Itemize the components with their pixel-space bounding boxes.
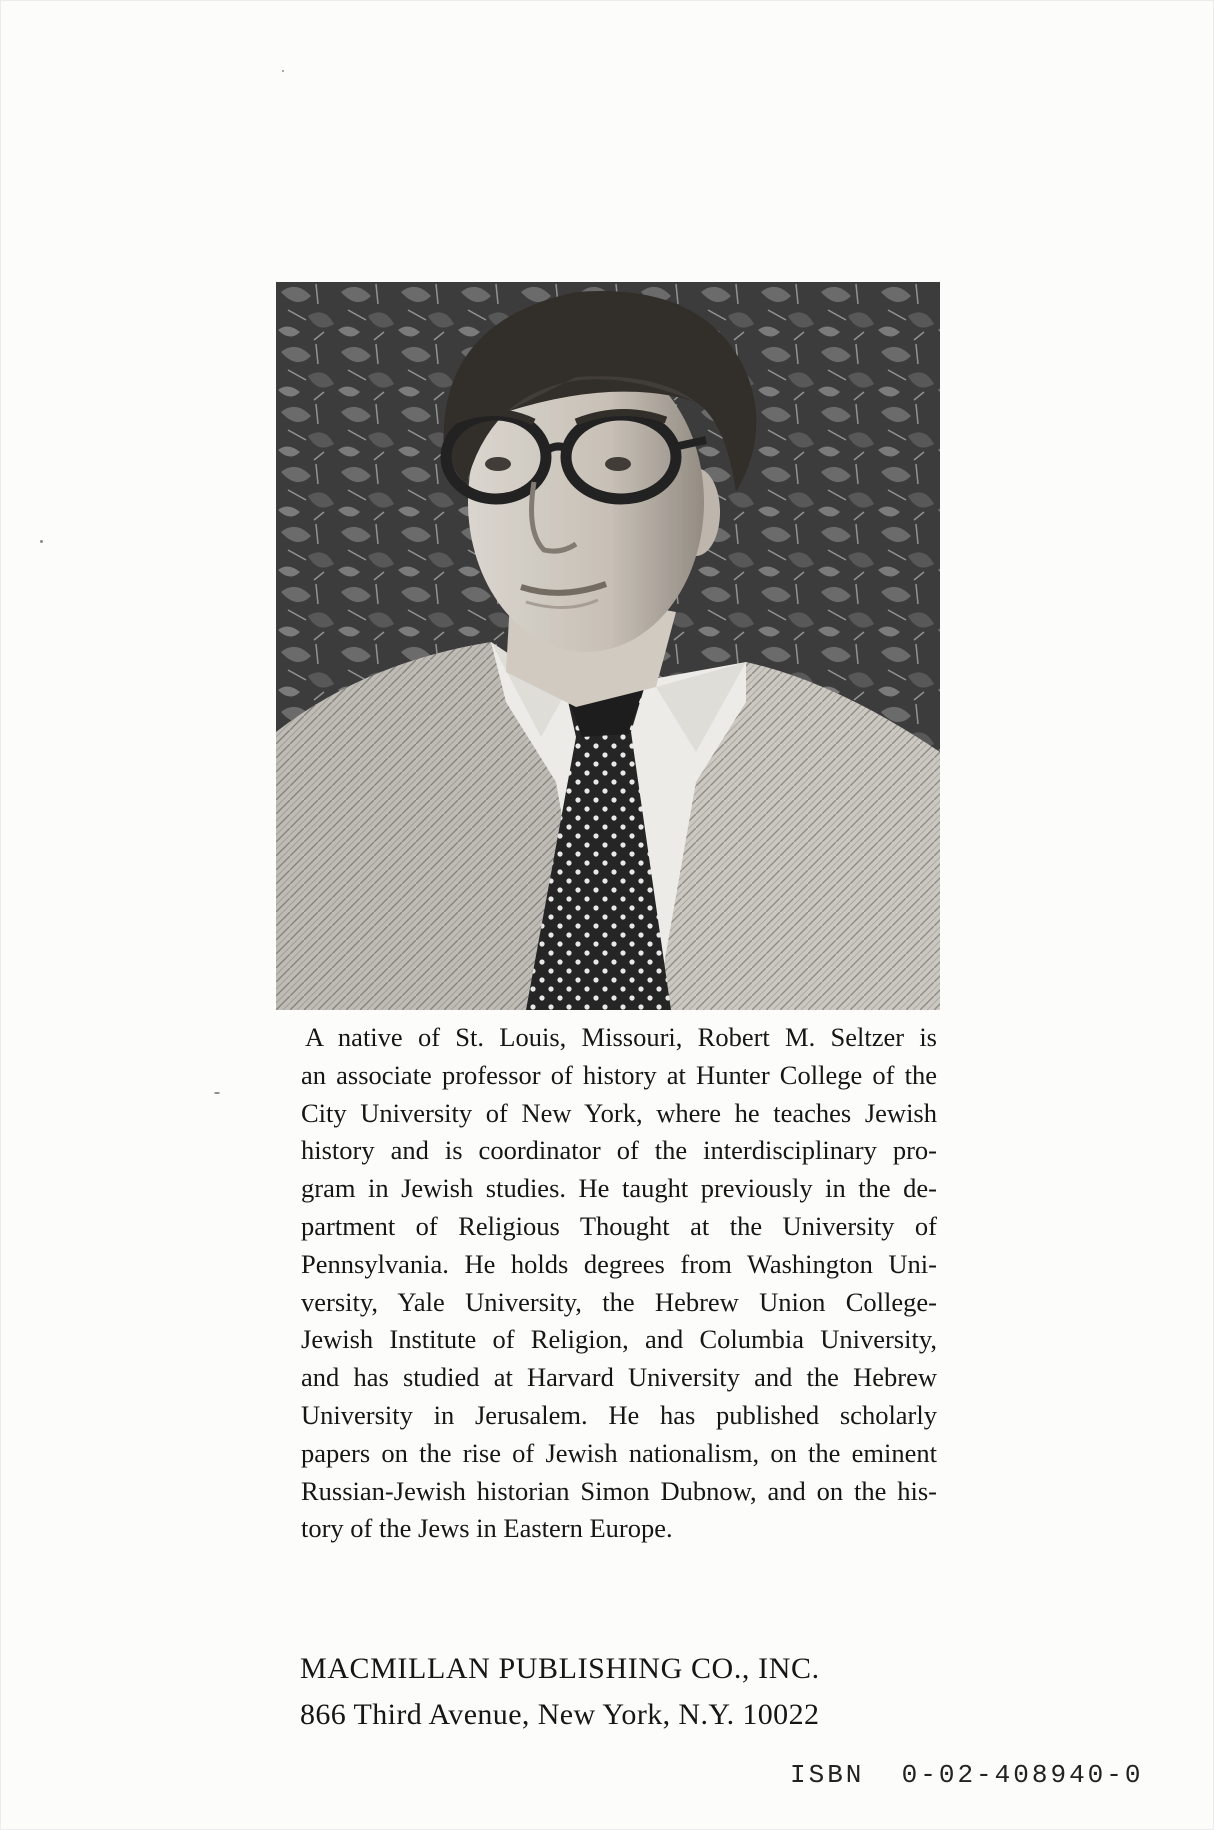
bio-line: history and is coordinator of the interdisciplinary pro- — [301, 1135, 937, 1166]
isbn-label: ISBN — [790, 1760, 865, 1790]
bio-line: Russian-Jewish historian Simon Dubnow, and on the his- — [301, 1475, 937, 1506]
bio-line: an associate professor of history at Hunter College of the — [301, 1059, 937, 1090]
paper-speck — [40, 540, 43, 543]
bio-line: City University of New York, where he teaches Jewish — [301, 1097, 937, 1128]
bio-line: papers on the rise of Jewish nationalism, on the eminent — [301, 1437, 937, 1468]
paper-speck — [282, 70, 284, 72]
paper-speck — [214, 1092, 220, 1094]
bio-line: versity, Yale University, the Hebrew Union College- — [301, 1286, 937, 1317]
bio-line: and has studied at Harvard University and the Hebrew — [301, 1362, 937, 1393]
bio-line: partment of Religious Thought at the University of — [301, 1210, 937, 1241]
isbn-number: 0-02-408940-0 — [901, 1760, 1144, 1790]
bio-line: A native of St. Louis, Missouri, Robert M. Seltzer is — [305, 1022, 937, 1052]
author-biography — [301, 1019, 937, 1548]
publisher-address: 866 Third Avenue, New York, N.Y. 10022 — [300, 1698, 820, 1731]
author-photo — [276, 282, 940, 1010]
bio-line: Pennsylvania. He holds degrees from Washington Uni- — [301, 1248, 937, 1279]
bio-line: University in Jerusalem. He has published scholarly — [301, 1399, 937, 1430]
bio-line: gram in Jewish studies. He taught previously in the de- — [301, 1173, 937, 1204]
bio-line: Jewish Institute of Religion, and Columbia University, — [301, 1324, 937, 1355]
author-portrait-photo-icon — [276, 282, 940, 1010]
publisher-name: MACMILLAN PUBLISHING CO., INC. — [300, 1652, 820, 1685]
bio-line: tory of the Jews in Eastern Europe. — [301, 1513, 673, 1544]
isbn-code — [790, 1760, 1143, 1790]
